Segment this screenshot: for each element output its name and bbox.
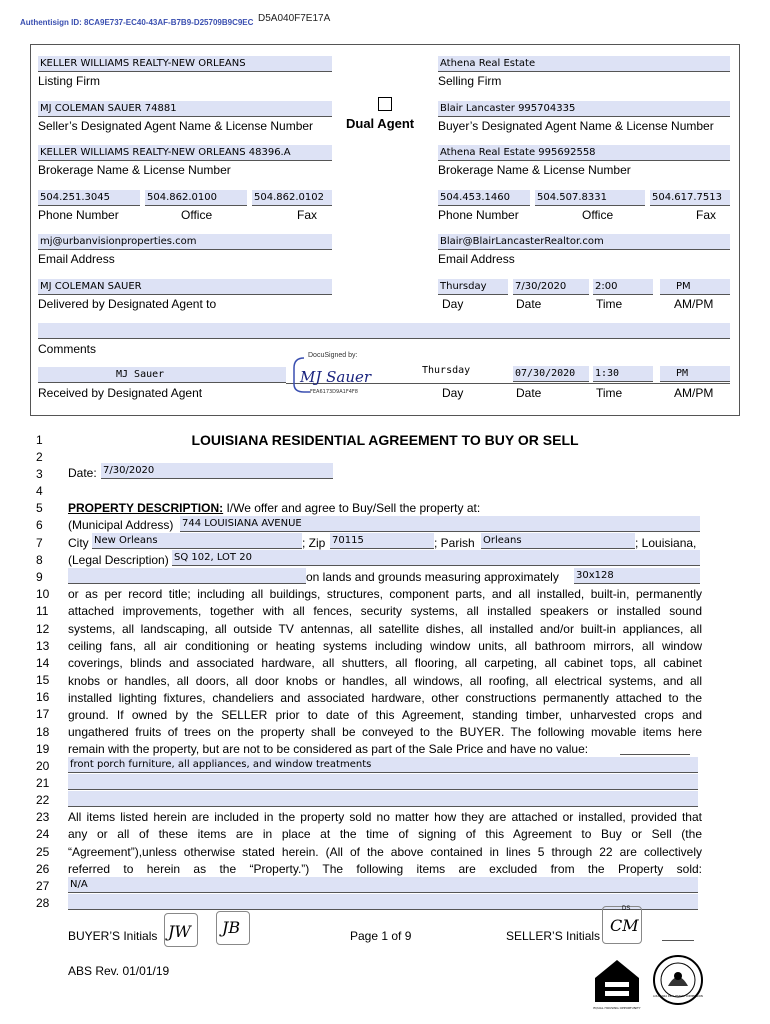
buyer-office-label: Office xyxy=(582,208,614,222)
buyer-phone-field[interactable]: 504.453.1460 xyxy=(438,190,530,206)
docusign-signature: MJ Sauer xyxy=(300,368,372,386)
seller-agent-field[interactable]: MJ COLEMAN SAUER 74881 xyxy=(38,101,332,117)
line-number: 12 xyxy=(36,622,50,636)
line-number: 18 xyxy=(36,725,50,739)
property-description-heading: PROPERTY DESCRIPTION: xyxy=(68,501,224,515)
parish-field[interactable]: Orleans xyxy=(481,533,635,549)
received-right-rule xyxy=(426,383,730,384)
line-number: 28 xyxy=(36,896,50,910)
state-label: ; Louisiana, xyxy=(635,536,697,550)
delivered-day-label: Day xyxy=(442,297,464,311)
body-text-line: ungathered fruits of trees on the property shall be conveyed to the BUYER. The following movable items here xyxy=(68,725,702,740)
agreement-title: LOUISIANA RESIDENTIAL AGREEMENT TO BUY OR SELL xyxy=(191,432,579,448)
line-number: 22 xyxy=(36,793,50,807)
excluded-items-field[interactable]: N/A xyxy=(68,877,698,893)
seller-email-label: Email Address xyxy=(38,252,115,266)
seller-phone-label: Phone Number xyxy=(38,208,119,222)
buyer-brokerage-field[interactable]: Athena Real Estate 995692558 xyxy=(438,145,730,161)
seller-brokerage-label: Brokerage Name & License Number xyxy=(38,163,231,177)
buyer-brokerage-label: Brokerage Name & License Number xyxy=(438,163,631,177)
delivered-time-field[interactable]: 2:00 xyxy=(593,279,653,295)
buyer-agent-label: Buyer’s Designated Agent Name & License Number xyxy=(438,119,714,133)
line-number: 20 xyxy=(36,759,50,773)
city-label: City xyxy=(68,536,89,550)
buyer-agent-field[interactable]: Blair Lancaster 995704335 xyxy=(438,101,730,117)
delivered-ampm-label: AM/PM xyxy=(674,297,714,311)
movable-items-field-2[interactable] xyxy=(68,774,698,790)
line-number: 17 xyxy=(36,707,50,721)
seller-office-label: Office xyxy=(181,208,213,222)
delivered-time-label: Time xyxy=(596,297,623,311)
dual-agent-checkbox[interactable] xyxy=(378,97,392,111)
received-by-field[interactable]: MJ Sauer xyxy=(38,367,286,383)
received-day-label: Day xyxy=(442,386,464,400)
seller-phone-field[interactable]: 504.251.3045 xyxy=(38,190,140,206)
municipal-address-field[interactable]: 744 LOUISIANA AVENUE xyxy=(180,516,700,532)
movable-items-rule xyxy=(620,754,690,755)
buyer-fax-label: Fax xyxy=(696,208,717,222)
buyer-office-field[interactable]: 504.507.8331 xyxy=(535,190,645,206)
movable-items-line xyxy=(68,742,702,756)
delivered-to-label: Delivered by Designated Agent to xyxy=(38,297,217,311)
legal-description-field[interactable]: SQ 102, LOT 20 xyxy=(172,550,700,566)
equal-housing-text: EQUAL HOUSING OPPORTUNITY xyxy=(593,1006,641,1010)
comments-field[interactable] xyxy=(38,323,730,339)
line-number: 5 xyxy=(36,501,43,515)
movable-items-field[interactable]: front porch furniture, all appliances, and window treatments xyxy=(68,757,698,773)
received-ampm-field[interactable]: PM xyxy=(660,366,730,382)
zip-label: ; Zip xyxy=(302,536,326,550)
parish-label: ; Parish xyxy=(434,536,475,550)
equal-housing-icon xyxy=(592,958,642,1016)
line-number: 26 xyxy=(36,862,50,876)
buyer-initial-2: JB xyxy=(222,918,241,937)
line-number: 11 xyxy=(36,604,49,618)
seller-office-field[interactable]: 504.862.0100 xyxy=(145,190,247,206)
delivered-date-field[interactable]: 7/30/2020 xyxy=(513,279,589,295)
received-time-field[interactable]: 1:30 xyxy=(593,366,653,382)
buyers-initials-label: BUYER’S Initials xyxy=(68,929,158,943)
line-number: 6 xyxy=(36,518,43,532)
selling-firm-label: Selling Firm xyxy=(438,74,502,88)
line-number: 3 xyxy=(36,467,43,481)
seller-brokerage-field[interactable]: KELLER WILLIAMS REALTY-NEW ORLEANS 48396.A xyxy=(38,145,332,161)
city-field[interactable]: New Orleans xyxy=(92,533,302,549)
agreement-date-field[interactable]: 7/30/2020 xyxy=(101,463,333,479)
grounds-text: on lands and grounds measuring approximately xyxy=(306,570,559,584)
seller-initial: CM xyxy=(610,916,639,935)
date-label: Date: xyxy=(68,466,97,480)
line-number: 2 xyxy=(36,450,43,464)
line-number: 19 xyxy=(36,742,50,756)
seller-initial-rule xyxy=(662,940,694,941)
body-text-line: coverings, blinds and associated hardware, all shutters, all flooring, all carpeting, all cabinet tops, all cabinet xyxy=(68,656,702,671)
body-text-line: systems, all landscaping, all outside TV antennas, all satellite dishes, all installed and/or built-in appliances, all xyxy=(68,621,702,636)
buyer-email-field[interactable]: Blair@BlairLancasterRealtor.com xyxy=(438,234,730,250)
comments-label: Comments xyxy=(38,342,97,356)
property-description-text: I/We offer and agree to Buy/Sell the property at: xyxy=(223,501,481,515)
line-number: 8 xyxy=(36,553,43,567)
delivered-ampm-field[interactable]: PM xyxy=(660,279,730,295)
body-text-line: installed lighting fixtures, chandeliers and associated hardware, other constructions permanently attached to the xyxy=(68,690,702,705)
line-number: 10 xyxy=(36,587,50,601)
municipal-label: (Municipal Address) xyxy=(68,518,174,532)
body-text-line: knobs or handles, all doors, all door knobs or handles, all windows, all roofing, all electrical systems, and all xyxy=(68,673,702,688)
legal-description-continued-field[interactable] xyxy=(68,568,306,584)
grounds-measure-field[interactable]: 30x128 xyxy=(574,568,700,584)
line-number: 4 xyxy=(36,484,43,498)
docusign-id: FEA6173D9A1F4F8 xyxy=(310,389,358,395)
delivered-day-field[interactable]: Thursday xyxy=(438,279,508,295)
envelope-id: D5A040F7E17A xyxy=(258,13,331,24)
delivered-to-field[interactable]: MJ COLEMAN SAUER xyxy=(38,279,332,295)
docusign-signature-frame xyxy=(290,354,380,396)
seller-fax-label: Fax xyxy=(297,208,318,222)
sellers-initials-label: SELLER’S Initials xyxy=(506,929,601,943)
abs-revision: ABS Rev. 01/01/19 xyxy=(68,964,170,978)
buyer-initial-1: JW xyxy=(168,922,191,941)
items-text-line: referred to herein as the “Property.”) The following items are excluded from the Property sold: xyxy=(68,861,702,876)
line-number: 24 xyxy=(36,827,50,841)
legal-label: (Legal Description) xyxy=(68,553,169,567)
line-number: 15 xyxy=(36,673,50,687)
line-number: 21 xyxy=(36,776,50,790)
selling-firm-field[interactable]: Athena Real Estate xyxy=(438,56,730,72)
line-number: 23 xyxy=(36,810,50,824)
seal-text: LOUISIANA REAL ESTATE COMMISSION xyxy=(653,995,703,998)
body-text-line: ceiling fans, all air conditioning or heating systems including window units, all bathroom mirrors, all window xyxy=(68,638,702,653)
delivered-date-label: Date xyxy=(516,297,542,311)
zip-field[interactable]: 70115 xyxy=(330,533,434,549)
received-time-label: Time xyxy=(596,386,623,400)
body-text-line: or as per record title; including all buildings, structures, component parts, and all installed, built-in, permanently xyxy=(68,587,702,601)
dual-agent-label: Dual Agent xyxy=(346,116,415,131)
authentisign-id: Authentisign ID: 8CA9E737-EC40-43AF-B7B9-D25709B9C9EC xyxy=(20,18,254,27)
line-number: 9 xyxy=(36,570,43,584)
line-number: 13 xyxy=(36,639,50,653)
received-by-label: Received by Designated Agent xyxy=(38,386,203,400)
line-number: 16 xyxy=(36,690,50,704)
received-day-field[interactable]: Thursday xyxy=(422,365,471,376)
seller-email-field[interactable]: mj@urbanvisionproperties.com xyxy=(38,234,332,250)
line-number: 7 xyxy=(36,536,43,550)
listing-firm-label: Listing Firm xyxy=(38,74,101,88)
commission-seal-icon xyxy=(652,952,704,1008)
seller-agent-label: Seller’s Designated Agent Name & License Number xyxy=(38,119,314,133)
received-date-label: Date xyxy=(516,386,542,400)
received-date-field[interactable]: 07/30/2020 xyxy=(513,366,589,382)
line-number: 25 xyxy=(36,845,50,859)
page-number: Page 1 of 9 xyxy=(350,929,412,943)
items-text-line: “Agreement”),unless otherwise stated herein. (All of the above contained in lines 5 through 22 are collectively xyxy=(68,844,702,859)
movable-items-text: remain with the property, but are not to be considered as part of the Sale Price and have no value: xyxy=(68,742,589,756)
buyer-phone-label: Phone Number xyxy=(438,208,519,222)
buyer-email-label: Email Address xyxy=(438,252,515,266)
buyer-fax-field[interactable]: 504.617.7513 xyxy=(650,190,730,206)
movable-items-field-3[interactable] xyxy=(68,791,698,807)
listing-firm-field[interactable]: KELLER WILLIAMS REALTY-NEW ORLEANS xyxy=(38,56,332,72)
received-ampm-label: AM/PM xyxy=(674,386,714,400)
seller-fax-field[interactable]: 504.862.0102 xyxy=(252,190,332,206)
body-text-line: attached improvements, together with all fences, security systems, all installed speakers or installed sound xyxy=(68,604,702,619)
line-number: 1 xyxy=(36,433,43,447)
seller-ds-mark: DS xyxy=(622,906,631,912)
body-text-line: ground. If owned by the SELLER prior to date of this Agreement, standing timber, unharvested crops and xyxy=(68,708,702,723)
property-description-line xyxy=(68,501,702,515)
line-number: 27 xyxy=(36,879,50,893)
docusigned-by-label: DocuSigned by: xyxy=(308,352,358,359)
items-text-line: All items listed herein are included in the property sold no matter how they are attached or installed, provided that xyxy=(68,810,702,824)
line-number: 14 xyxy=(36,656,50,670)
items-text-line: any or all of these items are in place at the time of signing of this Agreement to Buy or Sell (the xyxy=(68,827,702,842)
